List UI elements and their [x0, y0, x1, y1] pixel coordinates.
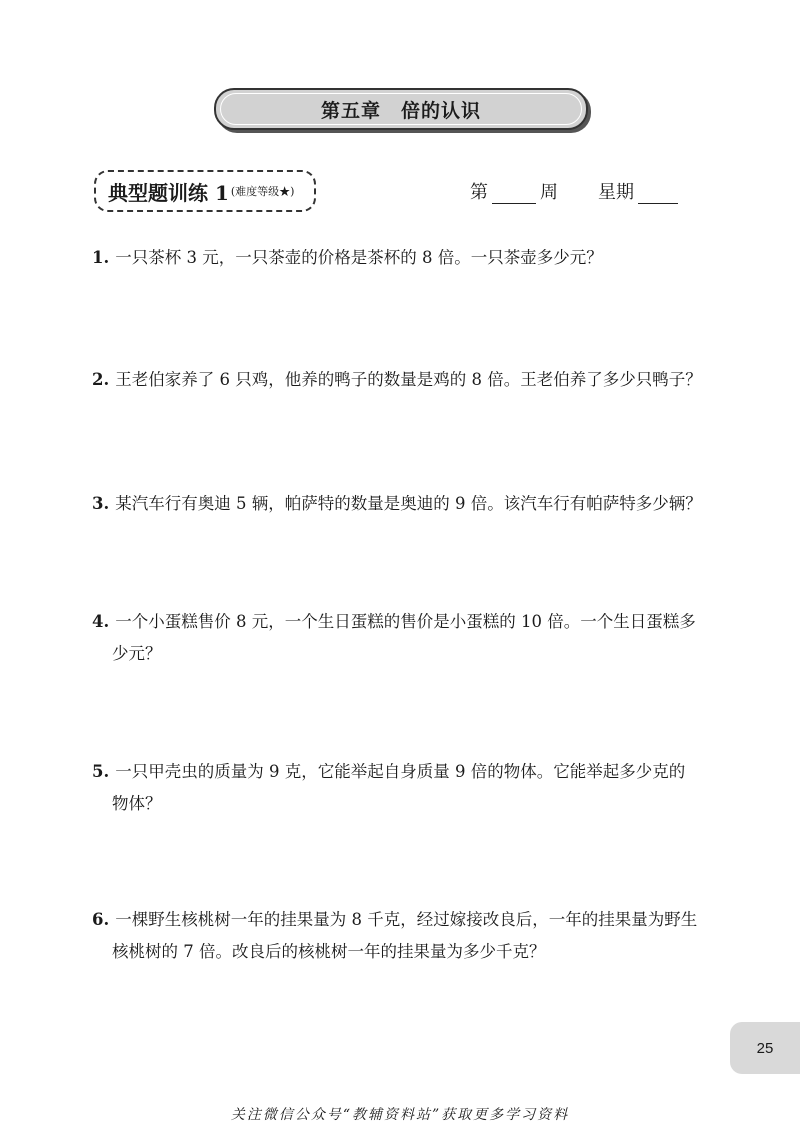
- question-text-continued: 核桃树的 7 倍。改良后的核桃树一年的挂果量为多少千克？: [112, 942, 546, 961]
- question-number: 6.: [92, 910, 110, 929]
- question-number: 5.: [92, 762, 110, 781]
- chapter-title: 第五章 倍的认识: [320, 99, 481, 122]
- footer-note: 关注微信公众号“教辅资料站”获取更多学习资料: [230, 1107, 570, 1123]
- question-number: 1.: [92, 248, 110, 267]
- question-6: [92, 904, 722, 968]
- question-text: 一只茶杯 3 元，一只茶壶的价格是茶杯的 8 倍。一只茶壶多少元？: [115, 248, 603, 267]
- question-number: 2.: [92, 370, 110, 389]
- question-3: [92, 488, 722, 520]
- question-text: 王老伯家养了 6 只鸡，他养的鸭子的数量是鸡的 8 倍。王老伯养了多少只鸭子？: [115, 370, 702, 389]
- question-text: 某汽车行有奥迪 5 辆，帕萨特的数量是奥迪的 9 倍。该汽车行有帕萨特多少辆？: [115, 494, 702, 513]
- question-4: [92, 606, 722, 670]
- question-text-continued: 物体？: [112, 794, 162, 813]
- question-number: 3.: [92, 494, 110, 513]
- week-suffix: 周: [540, 182, 558, 203]
- page-number-tab: [730, 1022, 800, 1074]
- question-text: 一个小蛋糕售价 8 元，一个生日蛋糕的售价是小蛋糕的 10 倍。一个生日蛋糕多: [115, 612, 696, 631]
- question-2: [92, 364, 722, 396]
- question-text-continued: 少元？: [112, 644, 162, 663]
- section-title: 典型题训练 1: [108, 180, 229, 205]
- question-1: [92, 242, 722, 274]
- page-number: 25: [756, 1039, 774, 1057]
- weekday-blank: [638, 183, 678, 204]
- chapter-banner: [214, 88, 588, 130]
- weekday-label: 星期: [598, 182, 634, 203]
- week-prefix: 第: [470, 182, 488, 203]
- question-text: 一只甲壳虫的质量为 9 克，它能举起自身质量 9 倍的物体。它能举起多少克的: [115, 762, 686, 781]
- question-5: [92, 756, 722, 820]
- question-text: 一棵野生核桃树一年的挂果量为 8 千克，经过嫁接改良后，一年的挂果量为野生: [115, 910, 698, 929]
- date-line: [470, 178, 678, 204]
- difficulty-level: (难度等级★): [230, 185, 295, 198]
- week-blank: [492, 183, 536, 204]
- question-number: 4.: [92, 612, 110, 631]
- section-header: [94, 170, 316, 212]
